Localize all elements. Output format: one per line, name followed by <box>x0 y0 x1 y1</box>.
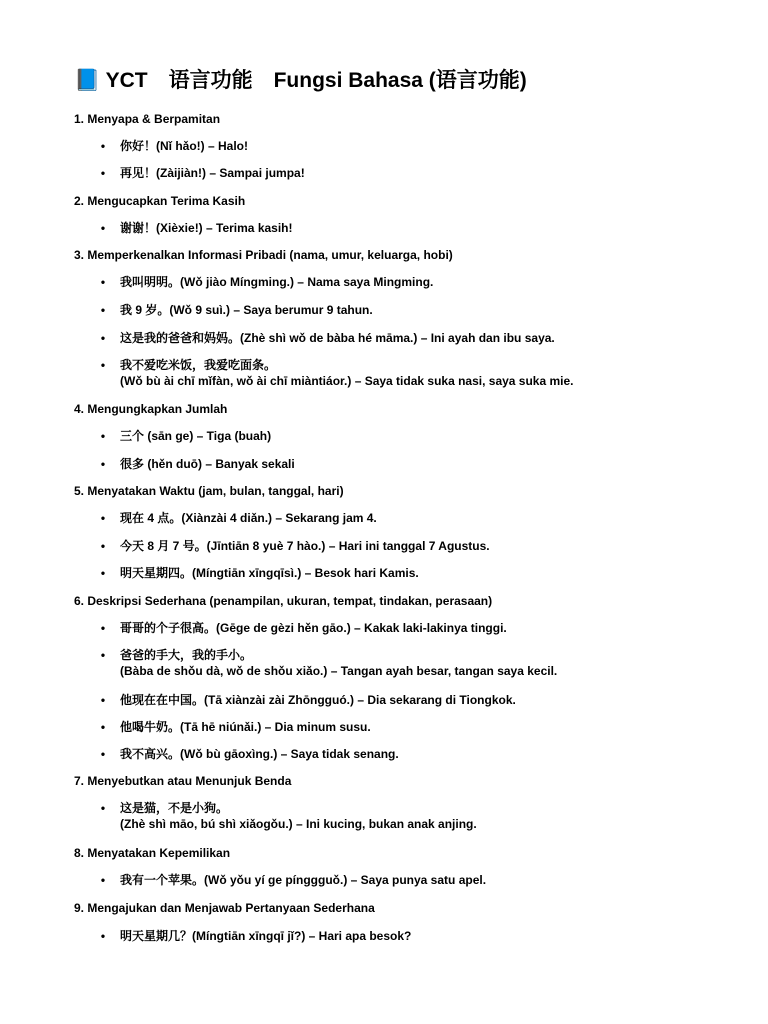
bullet-icon: • <box>100 457 106 471</box>
bullet-icon: • <box>100 139 106 153</box>
item-line-main: 我叫明明。(Wǒ jiào Míngming.) – Nama saya Mingming. <box>120 275 434 289</box>
item-line-main: 再见！(Zàijiàn!) – Sampai jumpa! <box>120 166 305 180</box>
bullet-icon: • <box>100 648 106 662</box>
list-item-text <box>120 719 371 735</box>
item-line-main: 我不高兴。(Wǒ bù gāoxìng.) – Saya tidak senang. <box>120 747 399 761</box>
item-line-translation: (Zhè shì māo, bú shì xiǎogǒu.) – Ini kucing, bukan anak anjing. <box>120 817 477 831</box>
item-line-main: 他喝牛奶。(Tā hē niúnǎi.) – Dia minum susu. <box>120 720 371 734</box>
item-line-main: 明天星期几？(Míngtiān xīngqī jǐ?) – Hari apa besok? <box>120 929 412 943</box>
section-heading: 2. Mengucapkan Terima Kasih <box>74 194 246 208</box>
section-heading: 5. Menyatakan Waktu (jam, bulan, tanggal, hari) <box>74 484 344 498</box>
item-line-main: 明天星期四。(Míngtiān xīngqīsì.) – Besok hari Kamis. <box>120 566 419 580</box>
list-item-text <box>120 456 295 472</box>
item-line-main: 爸爸的手大，我的手小。 <box>120 648 253 662</box>
bullet-icon: • <box>100 720 106 734</box>
bullet-icon: • <box>100 221 106 235</box>
item-line-main: 三个 (sān ge) – Tiga (buah) <box>120 429 272 443</box>
item-line-main: 很多 (hěn duō) – Banyak sekali <box>120 457 295 471</box>
list-item-text <box>120 274 433 290</box>
list-item-text <box>120 872 486 888</box>
item-line-main: 我不爱吃米饭，我爱吃面条。 <box>120 358 277 372</box>
list-item-text <box>120 800 477 832</box>
list-item-text <box>120 302 373 318</box>
section-heading: 8. Menyatakan Kepemilikan <box>74 846 231 860</box>
bullet-icon: • <box>100 539 106 553</box>
bullet-icon: • <box>100 275 106 289</box>
bullet-icon: • <box>100 873 106 887</box>
item-line-main: 我 9 岁。(Wǒ 9 suì.) – Saya berumur 9 tahun. <box>120 303 373 317</box>
list-item-text <box>120 692 516 708</box>
bullet-icon: • <box>100 693 106 707</box>
bullet-icon: • <box>100 511 106 525</box>
bullet-icon: • <box>100 747 106 761</box>
list-item-text <box>120 538 490 554</box>
bullet-icon: • <box>100 166 106 180</box>
item-line-main: 你好！(Nǐ hǎo!) – Halo! <box>120 139 248 153</box>
list-item-text <box>120 620 507 636</box>
bullet-icon: • <box>100 621 106 635</box>
item-line-main: 这是我的爸爸和妈妈。(Zhè shì wǒ de bàba hé māma.) – Ini ayah dan ibu saya. <box>120 331 555 345</box>
list-item-text <box>120 220 293 236</box>
section-heading: 9. Mengajukan dan Menjawab Pertanyaan Sederhana <box>74 901 375 915</box>
list-item-text <box>120 165 305 181</box>
list-item-text <box>120 330 555 346</box>
bullet-icon: • <box>100 566 106 580</box>
section-heading: 7. Menyebutkan atau Menunjuk Benda <box>74 774 292 788</box>
bullet-icon: • <box>100 801 106 815</box>
document-title: 📘 YCT 语言功能 Fungsi Bahasa (语言功能) <box>74 69 527 92</box>
item-line-main: 现在 4 点。(Xiànzài 4 diǎn.) – Sekarang jam 4. <box>120 511 377 525</box>
list-item-text <box>120 565 419 581</box>
list-item-text <box>120 647 557 679</box>
item-line-main: 今天 8 月 7 号。(Jīntiān 8 yuè 7 hào.) – Hari ini tanggal 7 Agustus. <box>120 539 490 553</box>
bullet-icon: • <box>100 429 106 443</box>
section-heading: 3. Memperkenalkan Informasi Pribadi (nama, umur, keluarga, hobi) <box>74 248 453 262</box>
section-heading: 4. Mengungkapkan Jumlah <box>74 402 228 416</box>
bullet-icon: • <box>100 358 106 372</box>
item-line-main: 我有一个苹果。(Wǒ yǒu yí ge pínggguǒ.) – Saya punya satu apel. <box>120 873 487 887</box>
item-line-translation: (Bàba de shǒu dà, wǒ de shǒu xiǎo.) – Tangan ayah besar, tangan saya kecil. <box>120 664 558 678</box>
bullet-icon: • <box>100 331 106 345</box>
list-item-text <box>120 428 271 444</box>
list-item-text <box>120 357 574 389</box>
item-line-translation: (Wǒ bù ài chī mǐfàn, wǒ ài chī miàntiáor.) – Saya tidak suka nasi, saya suka mie. <box>120 374 574 388</box>
bullet-icon: • <box>100 303 106 317</box>
item-line-main: 谢谢！(Xièxie!) – Terima kasih! <box>120 221 293 235</box>
item-line-main: 他现在在中国。(Tā xiànzài zài Zhōngguó.) – Dia sekarang di Tiongkok. <box>120 693 516 707</box>
list-item-text <box>120 746 399 762</box>
list-item-text <box>120 510 377 526</box>
list-item-text <box>120 928 411 944</box>
item-line-main: 这是猫，不是小狗。 <box>120 801 229 815</box>
section-heading: 1. Menyapa & Berpamitan <box>74 112 221 126</box>
item-line-main: 哥哥的个子很高。(Gēge de gèzi hěn gāo.) – Kakak laki-lakinya tinggi. <box>120 621 507 635</box>
bullet-icon: • <box>100 929 106 943</box>
section-heading: 6. Deskripsi Sederhana (penampilan, ukuran, tempat, tindakan, perasaan) <box>74 594 493 608</box>
list-item-text <box>120 138 248 154</box>
